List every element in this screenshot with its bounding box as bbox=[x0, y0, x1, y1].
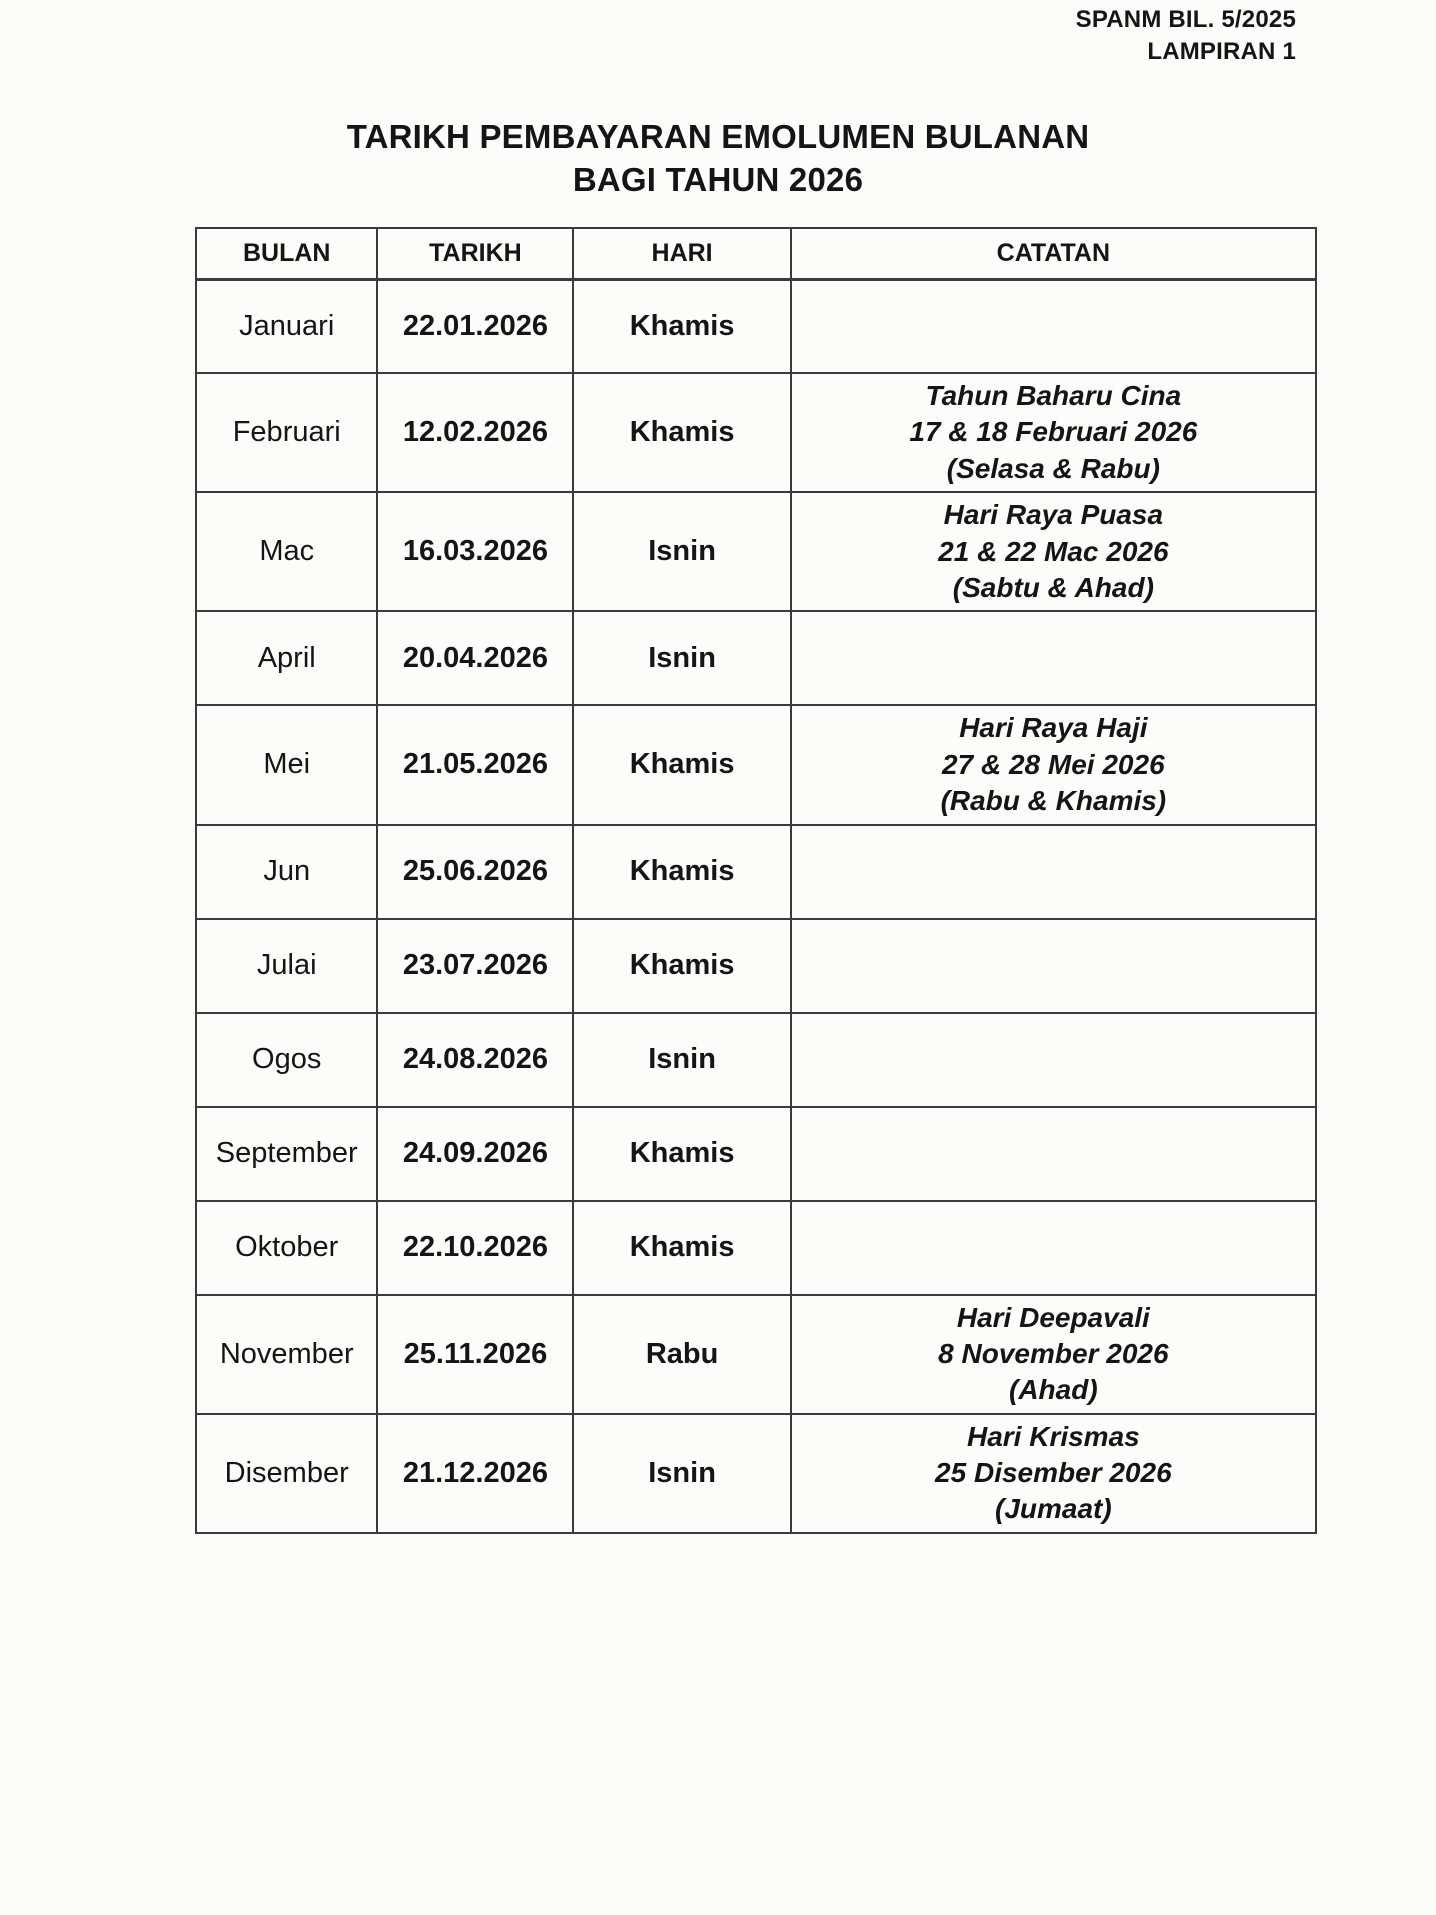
month-cell: September bbox=[196, 1107, 377, 1201]
note-line: (Rabu & Khamis) bbox=[940, 785, 1167, 817]
day-cell: Khamis bbox=[573, 1201, 790, 1295]
month-cell: Jun bbox=[196, 825, 377, 919]
note-cell bbox=[791, 1295, 1316, 1414]
table-row bbox=[196, 705, 1316, 824]
month-cell: Mei bbox=[196, 705, 377, 824]
note-cell bbox=[791, 919, 1316, 1013]
table-row bbox=[196, 373, 1316, 492]
note-line: (Jumaat) bbox=[995, 1493, 1112, 1525]
note-line: Tahun Baharu Cina bbox=[925, 380, 1182, 411]
table-row bbox=[196, 611, 1316, 705]
note-cell bbox=[791, 279, 1316, 373]
note-line: 8 November 2026 bbox=[938, 1337, 1169, 1369]
table-row bbox=[196, 279, 1316, 373]
date-cell: 25.11.2026 bbox=[377, 1295, 573, 1414]
note-cell bbox=[791, 611, 1316, 705]
day-cell: Khamis bbox=[573, 1107, 790, 1201]
month-cell: Mac bbox=[196, 492, 377, 611]
note-cell bbox=[791, 373, 1316, 492]
note-cell bbox=[791, 1201, 1316, 1295]
date-cell: 25.06.2026 bbox=[377, 825, 573, 919]
month-cell: Ogos bbox=[196, 1013, 377, 1107]
note-line: 25 Disember 2026 bbox=[935, 1457, 1172, 1489]
note-cell bbox=[791, 1013, 1316, 1107]
note-line: 27 & 28 Mei 2026 bbox=[942, 748, 1165, 780]
table-row bbox=[196, 492, 1316, 611]
month-cell: Februari bbox=[196, 373, 377, 492]
date-cell: 21.05.2026 bbox=[377, 705, 573, 824]
note-cell bbox=[791, 825, 1316, 919]
document-reference-block bbox=[1076, 4, 1296, 69]
note-line: Hari Deepavali bbox=[956, 1301, 1150, 1333]
month-cell: Januari bbox=[196, 279, 377, 373]
note-line: 21 & 22 Mac 2026 bbox=[938, 535, 1169, 567]
month-cell: Oktober bbox=[196, 1201, 377, 1295]
note-cell bbox=[791, 1107, 1316, 1201]
table-row bbox=[196, 1295, 1316, 1414]
day-cell: Isnin bbox=[573, 611, 790, 705]
date-cell: 21.12.2026 bbox=[377, 1414, 573, 1533]
day-cell: Khamis bbox=[573, 373, 790, 492]
column-header-hari: HARI bbox=[573, 228, 790, 279]
note-line: (Ahad) bbox=[1009, 1374, 1098, 1406]
table-row bbox=[196, 1201, 1316, 1295]
reference-spanm: SPANM BIL. 5/2025 bbox=[1075, 6, 1296, 33]
table-header-row bbox=[196, 228, 1316, 279]
column-header-tarikh: TARIKH bbox=[377, 228, 573, 279]
day-cell: Khamis bbox=[573, 705, 790, 824]
reference-lampiran: LAMPIRAN 1 bbox=[1147, 38, 1296, 66]
table-body bbox=[196, 279, 1316, 1533]
note-line: Hari Raya Puasa bbox=[943, 499, 1164, 531]
table-row bbox=[196, 1013, 1316, 1107]
note-line: (Selasa & Rabu) bbox=[946, 452, 1160, 484]
date-cell: 22.01.2026 bbox=[377, 279, 573, 373]
date-cell: 22.10.2026 bbox=[377, 1201, 573, 1295]
day-cell: Khamis bbox=[573, 825, 790, 919]
note-line: 17 & 18 Februari 2026 bbox=[909, 416, 1198, 448]
day-cell: Isnin bbox=[573, 1414, 790, 1533]
day-cell: Khamis bbox=[573, 279, 790, 373]
date-cell: 23.07.2026 bbox=[377, 919, 573, 1013]
date-cell: 24.08.2026 bbox=[377, 1013, 573, 1107]
month-cell: November bbox=[196, 1295, 377, 1414]
note-cell bbox=[791, 1414, 1316, 1533]
note-line: Hari Raya Haji bbox=[959, 712, 1148, 744]
month-cell: Julai bbox=[196, 919, 377, 1013]
month-cell: Disember bbox=[196, 1414, 377, 1533]
date-cell: 16.03.2026 bbox=[377, 492, 573, 611]
note-cell bbox=[791, 492, 1316, 611]
month-cell: April bbox=[196, 611, 377, 705]
table-row bbox=[196, 825, 1316, 919]
note-line: Hari Krismas bbox=[966, 1420, 1140, 1452]
title-line-2: BAGI TAHUN 2026 bbox=[572, 160, 864, 198]
date-cell: 20.04.2026 bbox=[377, 611, 573, 705]
column-header-bulan: BULAN bbox=[196, 228, 377, 279]
payment-schedule-table bbox=[195, 227, 1317, 1534]
day-cell: Rabu bbox=[573, 1295, 790, 1414]
day-cell: Isnin bbox=[573, 1013, 790, 1107]
column-header-catatan: CATATAN bbox=[791, 228, 1316, 279]
document-title bbox=[0, 116, 1436, 202]
table-row bbox=[196, 919, 1316, 1013]
title-line-1: TARIKH PEMBAYARAN EMOLUMEN BULANAN bbox=[346, 118, 1090, 155]
table-row bbox=[196, 1414, 1316, 1533]
day-cell: Khamis bbox=[573, 919, 790, 1013]
table-row bbox=[196, 1107, 1316, 1201]
day-cell: Isnin bbox=[573, 492, 790, 611]
date-cell: 24.09.2026 bbox=[377, 1107, 573, 1201]
note-cell bbox=[791, 705, 1316, 824]
note-line: (Sabtu & Ahad) bbox=[952, 571, 1154, 603]
date-cell: 12.02.2026 bbox=[377, 373, 573, 492]
